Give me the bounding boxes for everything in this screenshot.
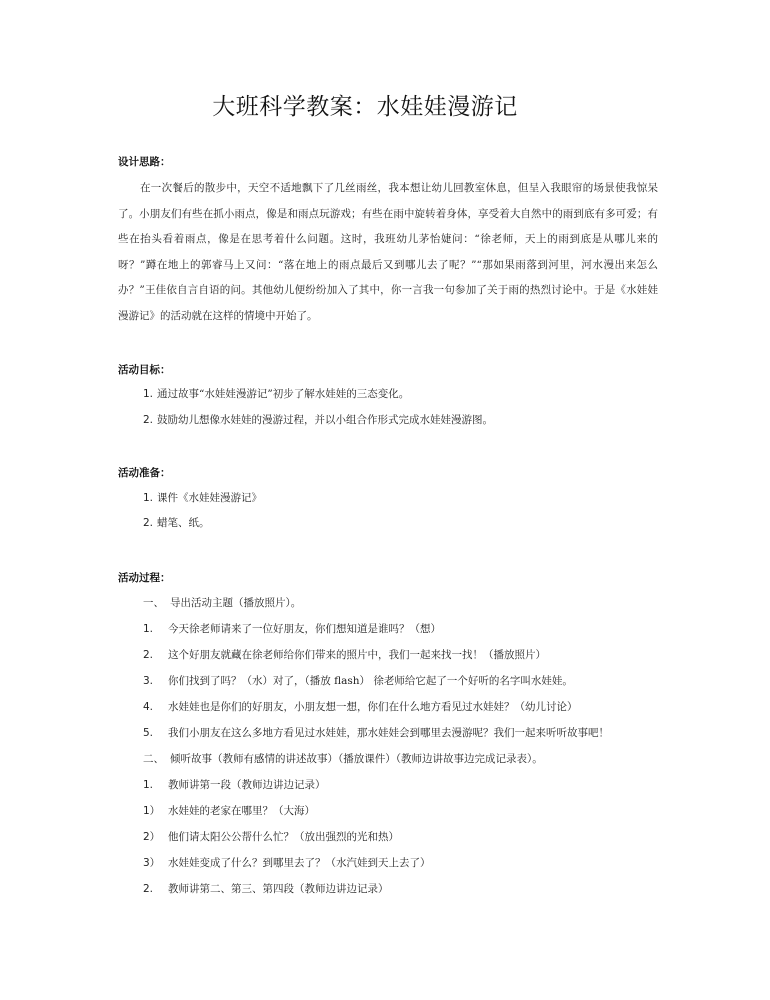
prep-text: 课件《水娃娃漫游记》 <box>157 492 262 504</box>
process-number: 3） <box>143 857 161 869</box>
process-step <box>143 673 573 688</box>
process-number: 1. <box>143 623 154 635</box>
goal-text: 鼓励幼儿想像水娃娃的漫游过程，并以小组合作形式完成水娃娃漫游图。 <box>157 414 493 426</box>
design-paragraph: 在一次餐后的散步中，天空不适地飘下了几丝雨丝，我本想让幼儿回教室休息，但呈入我眼帘的场景使我惊呆了。小朋友们有些在抓小雨点，像是和雨点玩游戏；有些在雨中旋转着身体，享受着大自然中的雨到底有多可爱；有些在抬头看着雨点，像是在思考着什么问题。这时，我班幼儿茅怡婕问：“徐老师，天上的雨到底是从哪儿来的呀？”蹲在地上的郭睿马上又问：“落在地上的雨点最后又到哪儿去了呢？”“那如果雨落到河里，河水漫出来怎么办？”王佳依自言自语的问。其他幼儿便纷纷加入了其中，你一言我一句参加了关于雨的热烈讨论中。于是《水娃娃漫游记》的活动就在这样的情境中开始了。 <box>118 182 658 322</box>
goal-number: 2. <box>143 414 154 426</box>
process-step <box>143 777 326 792</box>
process-number: 4. <box>143 701 154 713</box>
goals-heading: 活动目标： <box>118 364 171 376</box>
process-number: 一、 <box>143 597 164 609</box>
process-text: 导出活动主题（播放照片）。 <box>170 597 302 609</box>
process-step <box>143 751 543 766</box>
process-step <box>143 647 546 662</box>
process-text: 教师讲第一段（教师边讲边记录） <box>168 779 326 791</box>
process-text: 今天徐老师请来了一位好朋友，你们想知道是谁吗？（想） <box>168 623 441 635</box>
goal-text: 通过故事“水娃娃漫游记”初步了解水娃娃的三态变化。 <box>157 388 410 400</box>
process-number: 2） <box>143 831 161 843</box>
process-text: 倾听故事（教师有感情的讲述故事）（播放课件）（教师边讲故事边完成记录表）。 <box>170 753 543 765</box>
goal-item <box>143 412 493 427</box>
process-number: 2. <box>143 649 154 661</box>
prep-number: 1. <box>143 492 154 504</box>
process-step <box>143 881 389 896</box>
process-text: 你们找到了吗？（水）对了，（播放 flash） 徐老师给它起了一个好听的名字叫水娃娃。 <box>168 675 573 687</box>
goal-number: 1. <box>143 388 154 400</box>
process-heading: 活动过程： <box>118 572 171 584</box>
process-text: 水娃娃也是你们的好朋友，小朋友想一想，你们在什么地方看见过水娃娃？（幼儿讨论） <box>168 701 578 713</box>
prep-item <box>143 490 262 505</box>
process-step <box>143 699 578 714</box>
process-text: 教师讲第二、第三、第四段（教师边讲边记录） <box>168 883 389 895</box>
goal-item <box>143 386 409 401</box>
prep-item <box>143 515 210 530</box>
process-number: 5. <box>143 727 154 739</box>
process-step <box>143 803 315 818</box>
prep-number: 2. <box>143 517 154 529</box>
process-step <box>143 855 431 870</box>
process-step <box>143 829 399 844</box>
process-number: 3. <box>143 675 154 687</box>
process-text: 这个好朋友就藏在徐老师给你们带来的照片中，我们一起来找一找！（播放照片） <box>168 649 546 661</box>
process-step <box>143 725 609 740</box>
process-step <box>143 621 441 636</box>
process-number: 二、 <box>143 753 164 765</box>
design-heading: 设计思路： <box>118 156 171 168</box>
process-text: 水娃娃变成了什么？到哪里去了？（水汽娃到天上去了） <box>168 857 431 869</box>
process-number: 2. <box>143 883 154 895</box>
process-number: 1） <box>143 805 161 817</box>
process-text: 他们请太阳公公帮什么忙？（放出强烈的光和热） <box>168 831 399 843</box>
process-step <box>143 595 301 610</box>
process-number: 1. <box>143 779 154 791</box>
process-text: 我们小朋友在这么多地方看见过水娃娃，那水娃娃会到哪里去漫游呢？我们一起来听听故事吧！ <box>168 727 609 739</box>
prep-heading: 活动准备： <box>118 467 171 479</box>
process-text: 水娃娃的老家在哪里？（大海） <box>168 805 315 817</box>
prep-text: 蜡笔、纸。 <box>157 517 210 529</box>
document-title: 大班科学教案：水娃娃漫游记 <box>212 94 518 120</box>
